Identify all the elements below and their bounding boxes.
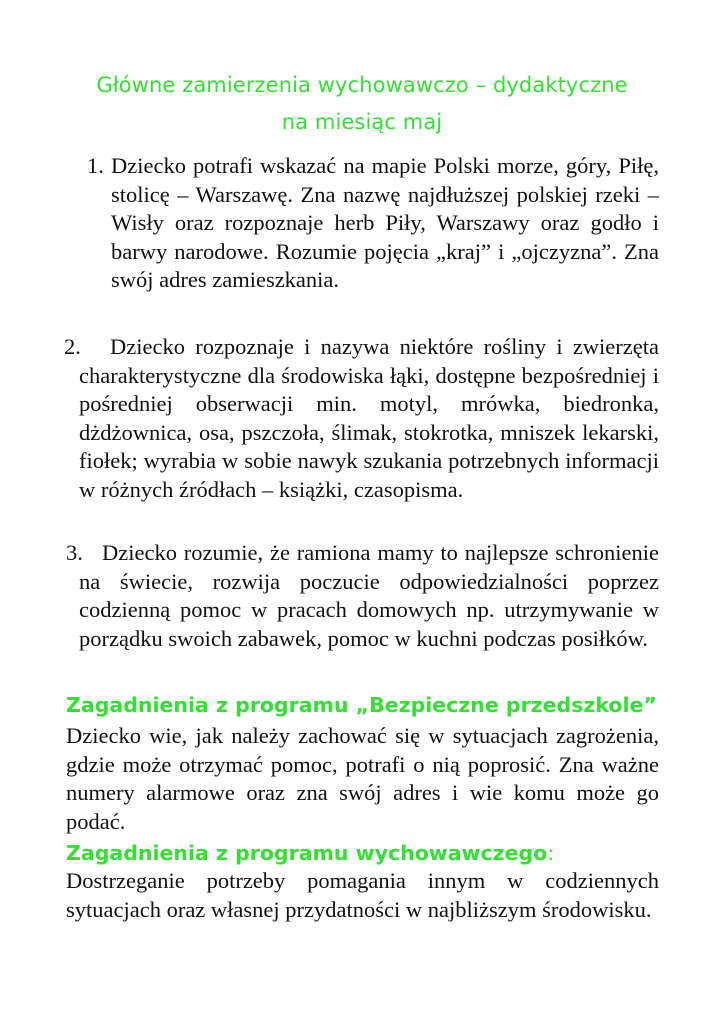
section-heading-upbringing-colon: : bbox=[547, 841, 555, 865]
page-title-line-1: Główne zamierzenia wychowawczo – dydaktyczne bbox=[96, 73, 628, 97]
goal-text-3: Dziecko rozumie, że ramiona mamy to najlepsze schronienie na świecie, rozwija poczucie odpowiedzialności poprzez codzienną pomoc w pracach domowych np. utrzymywanie w porządku swoich zabawek, pomoc w kuchni podczas posiłków. bbox=[79, 540, 659, 651]
section-heading-upbringing bbox=[66, 838, 666, 868]
goal-number-1: 1. bbox=[87, 153, 104, 178]
section-text-upbringing: Dostrzeganie potrzeby pomagania innym w codziennych sytuacjach oraz własnej przydatności w najbliższym środowisku. bbox=[66, 868, 659, 922]
goal-item-1 bbox=[111, 152, 659, 295]
section-text-safety: Dziecko wie, jak należy zachować się w sytuacjach zagrożenia, gdzie może otrzymać pomoc, potrafi o nią poprosić. Zna ważne numery alarmowe oraz zna swój adres i wie komu może go podać. bbox=[66, 723, 659, 834]
goal-text-1: Dziecko potrafi wskazać na mapie Polski morze, góry, Piłę, stolicę – Warszawę. Zna nazwę najdłuższej polskiej rzeki – Wisły oraz rozpoznaje herb Piły, Warszawy oraz godło i barwy narodowe. Rozumie pojęcia „kraj” i „ojczyzna”. Zna swój adres zamieszkania. bbox=[111, 153, 659, 293]
goal-number-3: 3. bbox=[66, 540, 83, 565]
section-heading-upbringing-text: Zagadnienia z programu wychowawczego bbox=[66, 841, 548, 865]
goal-number-2: 2. bbox=[64, 334, 81, 359]
goal-item-2 bbox=[79, 333, 659, 505]
goal-text-2: Dziecko rozpoznaje i nazywa niektóre rośliny i zwierzęta charakterystyczne dla środowiska łąki, dostępne bezpośredniej i pośredniej obserwacji min. motyl, mrówka, biedronka, dżdżownica, osa, pszczoła, ślimak, stokrotka, mniszek lekarski, fiołek; wyrabia w sobie nawyk szukania potrzebnych informacji w różnych źródłach – książki, czasopisma. bbox=[79, 334, 659, 502]
goal-item-3 bbox=[79, 539, 659, 653]
page-title-line-2: na miesiąc maj bbox=[281, 110, 443, 134]
section-heading-safety: Zagadnienia z programu „Bezpieczne przedszkole” bbox=[66, 693, 657, 717]
